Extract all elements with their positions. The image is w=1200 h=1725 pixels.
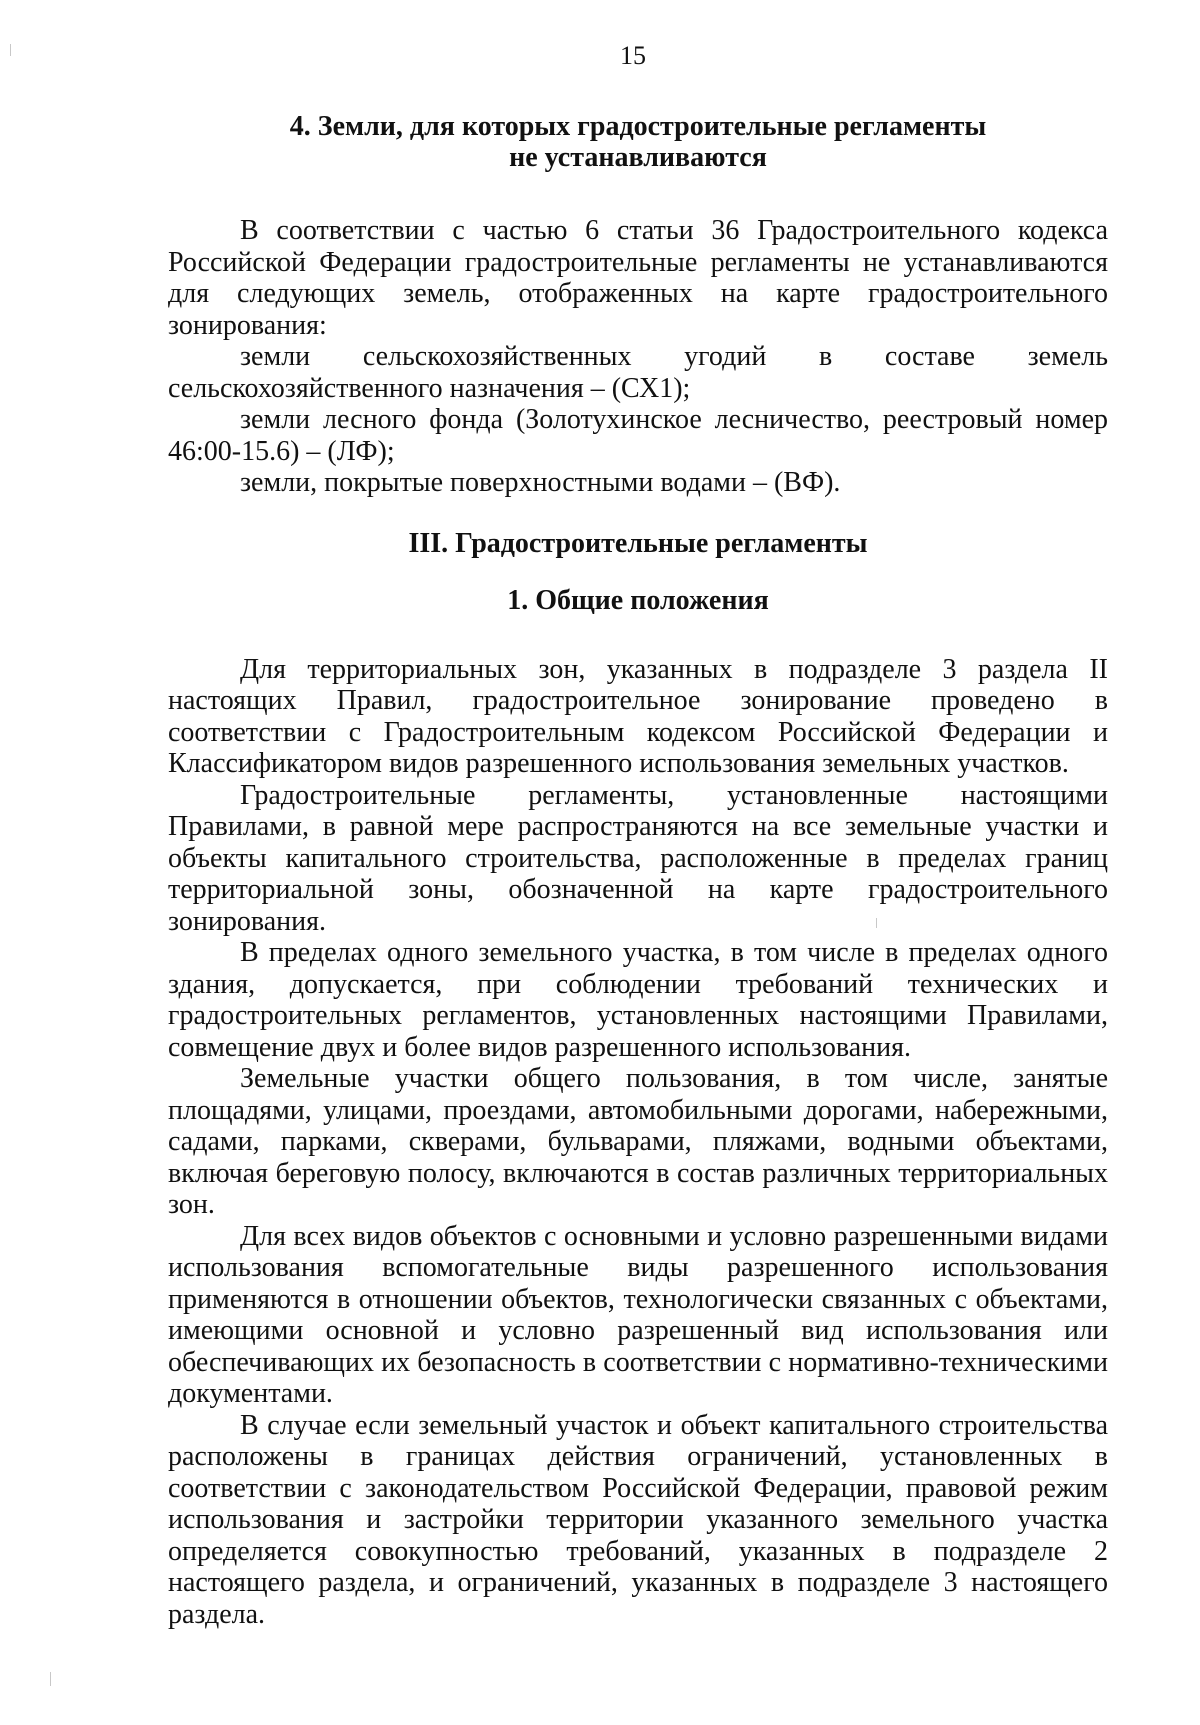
section-4-paragraph: земли, покрытые поверхностными водами – (ВФ). — [240, 467, 841, 498]
section-4-heading — [168, 111, 1108, 173]
section-4-paragraph: земли лесного фонда (Золотухинское лесничество, реестровый номер 46:00-15.6) – (ЛФ); — [168, 404, 1108, 467]
section-4-heading-line-2: не устанавливаются — [509, 142, 767, 173]
document-page — [168, 40, 1108, 1630]
subsection-1-paragraph: В случае если земельный участок и объект капитального строительства расположены в границах действия ограничений, установленных в соответствии с законодательством Российской Федерации, правовой режим использования и застройки территории указанного земельного участка определяется совокупностью требований, указанных в подразделе 2 настоящего раздела, и ограничений, указанных в подразделе 3 настоящего раздела. — [168, 1409, 1108, 1630]
scan-mark-top-left — [10, 44, 11, 56]
section-4-paragraph: В соответствии с частью 6 статьи 36 Градостроительного кодекса Российской Федерации градостроительные регламенты не устанавливаются для следующих земель, отображенных на карте градостроительного зонирования: — [168, 215, 1108, 341]
subsection-1-paragraph: Для территориальных зон, указанных в подразделе 3 раздела II настоящих Правил, градостроительное зонирование проведено в соответствии с Градостроительным кодексом Российской Федерации и Классификатором видов разрешенного использования земельных участков. — [168, 653, 1108, 779]
page-number: 15 — [620, 41, 646, 70]
scan-mark-bottom-left — [50, 1672, 51, 1686]
subsection-1-body — [168, 654, 1108, 1631]
section-4-body — [168, 215, 1108, 499]
section-3-heading: III. Градостроительные регламенты — [408, 527, 868, 559]
section-4-paragraph: земли сельскохозяйственных угодий в составе земель сельскохозяйственного назначения – (СХ1); — [168, 341, 1108, 404]
subsection-1-paragraph: Земельные участки общего пользования, в том числе, занятые площадями, улицами, проездами, автомобильными дорогами, набережными, садами, парками, скверами, бульварами, пляжами, водными объектами, включая береговую полосу, включаются в состав различных территориальных зон. — [168, 1063, 1108, 1220]
subsection-1-paragraph: Для всех видов объектов с основными и условно разрешенными видами использования вспомогательные виды разрешенного использования применяются в отношении объектов, технологически связанных с объектами, имеющими основной и условно разрешенный вид использования или обеспечивающих их безопасность в соответствии с нормативно-техническими документами. — [168, 1220, 1108, 1409]
subsection-1-heading: 1. Общие положения — [507, 584, 769, 616]
subsection-1-paragraph: Градостроительные регламенты, установленные настоящими Правилами, в равной мере распространяются на все земельные участки и объекты капитального строительства, расположенные в пределах границ территориальной зоны, обозначенной на карте градостроительного зонирования. — [168, 779, 1108, 937]
section-4-heading-line-1: 4. Земли, для которых градостроительные регламенты — [289, 111, 987, 142]
subsection-1-paragraph: В пределах одного земельного участка, в том числе в пределах одного здания, допускается, при соблюдении требований технических и градостроительных регламентов, установленных настоящими Правилами, совмещение двух и более видов разрешенного использования. — [168, 937, 1108, 1063]
